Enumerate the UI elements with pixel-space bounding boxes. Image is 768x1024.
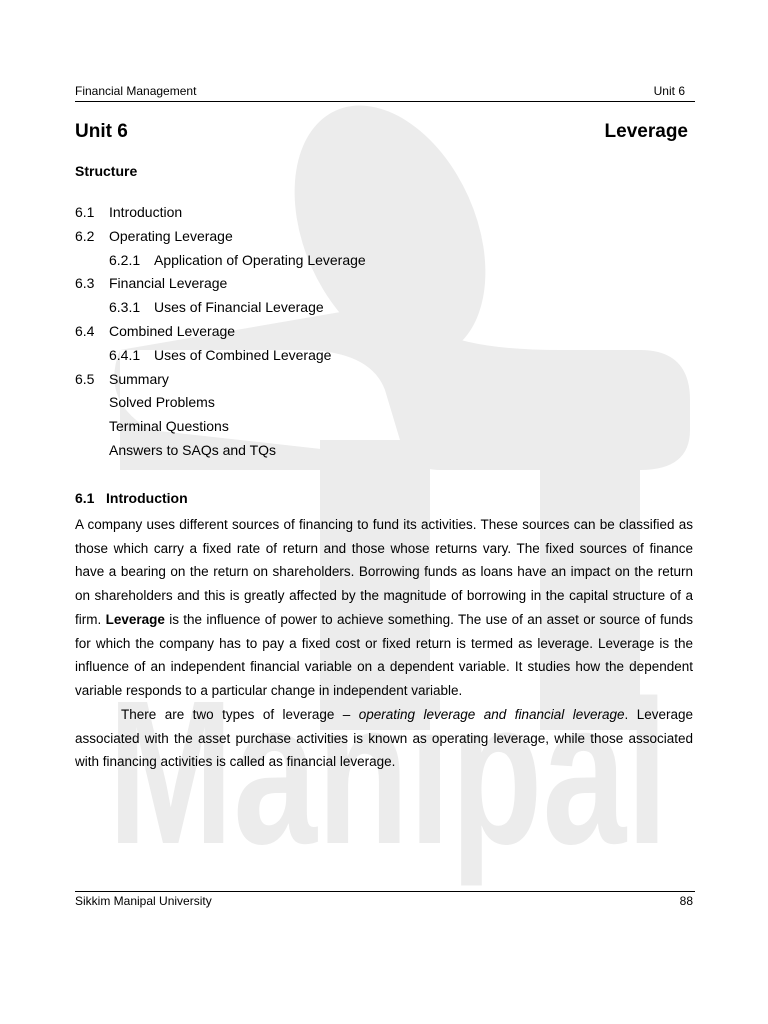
toc-number: 6.5 — [75, 370, 95, 387]
toc-subitem — [75, 252, 695, 276]
toc-label: Terminal Questions — [109, 418, 229, 435]
toc-label: Uses of Combined Leverage — [154, 346, 332, 363]
toc-label: Introduction — [109, 204, 183, 220]
page-footer — [75, 891, 695, 908]
toc-item — [75, 323, 695, 347]
unit-number: Unit 6 — [75, 121, 128, 142]
toc-item — [75, 442, 695, 466]
toc-label: Summary — [109, 370, 169, 387]
toc-label: Application of Operating Leverage — [154, 251, 366, 268]
toc-item — [75, 228, 695, 252]
toc-item — [75, 418, 695, 442]
paragraph-text: A company uses different sources of financing to fund its activities. These sources can be classified as those which carry a fixed rate of return and those whose returns vary. The fixed sources of finance have a bearing on the return on shareholders. Borrowing funds as loans have an impact on the return on shareholders and this is greatly affected by the magnitude of borrowing in the capital structure of a firm. — [75, 517, 693, 627]
leverage-types-emphasis: operating leverage and financial leverage — [358, 707, 625, 722]
header-unit-label: Unit 6 — [653, 84, 685, 98]
footer-university: Sikkim Manipal University — [75, 894, 212, 908]
toc-item — [75, 371, 695, 395]
section-title: Introduction — [106, 490, 188, 506]
toc-number: 6.4 — [75, 322, 95, 339]
toc-number: 6.2 — [75, 227, 95, 244]
toc-number: 6.3.1 — [109, 299, 141, 316]
structure-heading: Structure — [75, 163, 138, 179]
toc-number: 6.4.1 — [109, 346, 141, 363]
toc-number: 6.3 — [75, 275, 95, 292]
structure-list — [75, 204, 695, 466]
section-number: 6.1 — [75, 490, 95, 506]
toc-label: Combined Leverage — [109, 322, 236, 339]
toc-subitem — [75, 347, 695, 371]
toc-item — [75, 394, 695, 418]
toc-item — [75, 204, 695, 228]
intro-paragraph-2 — [75, 703, 693, 774]
toc-label: Financial Leverage — [109, 275, 228, 292]
intro-paragraph-1 — [75, 513, 693, 703]
watermark-text: Manipal — [108, 658, 668, 887]
toc-label: Solved Problems — [109, 394, 215, 411]
toc-subitem — [75, 299, 695, 323]
unit-title — [75, 121, 688, 143]
toc-label: Operating Leverage — [109, 227, 233, 244]
toc-item — [75, 275, 695, 299]
term-leverage: Leverage — [105, 611, 165, 627]
paragraph-text: is the influence of power to achieve something. The use of an asset or source of funds for which the company has to pay a fixed cost or fixed return is termed as leverage. Leverage is the influence of an independent financial variable on a dependent variable. It studies how the dependent variable responds to a particular change in independent variable. — [75, 611, 693, 698]
paragraph-text: There are two types of leverage – — [121, 707, 359, 722]
paragraph-text: . Leverage associated with the asset purchase activities is known as operating leverage, while those associated with financing activities is called as financial leverage. — [75, 707, 693, 770]
toc-label: Answers to SAQs and TQs — [109, 441, 277, 458]
header-course-title: Financial Management — [75, 84, 197, 98]
toc-number: 6.1 — [75, 204, 95, 220]
unit-topic: Leverage — [604, 121, 688, 142]
toc-label: Uses of Financial Leverage — [154, 299, 324, 316]
toc-number: 6.2.1 — [109, 251, 141, 268]
running-header — [75, 84, 695, 102]
page-number: 88 — [679, 894, 693, 908]
